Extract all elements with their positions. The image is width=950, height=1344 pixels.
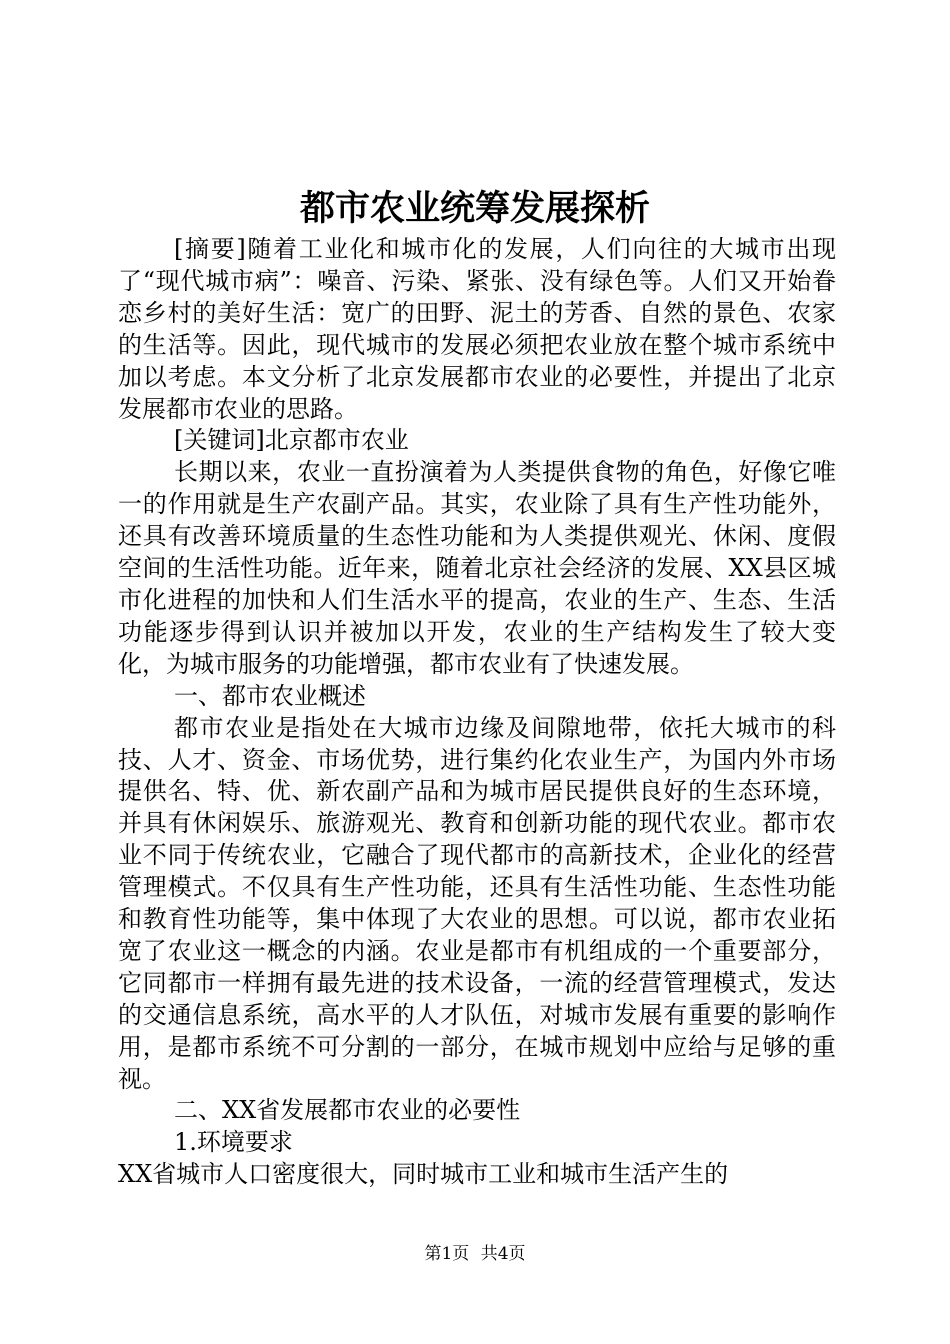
subsection-1-paragraph: XX省城市人口密度很大，同时城市工业和城市生活产生的 <box>118 1160 729 1189</box>
total-pages: 共4页 <box>480 1244 526 1264</box>
intro-paragraph: 长期以来，农业一直扮演着为人类提供食物的角色，好像它唯一的作用就是生产农副产品。其实，农业除了具有生产性功能外，还具有改善环境质量的生态性功能和为人类提供观光、休闲、度假空间的生活性功能。近年来，随着北京社会经济的发展、XX县区城市化进程的加快和人们生活水平的提高，农业的生产、生态、生活功能逐步得到认识并被加以开发，农业的生产结构发生了较大变化，为城市服务的功能增强，都市农业有了快速发展。 <box>118 458 836 678</box>
page-number: 第1页 <box>424 1244 470 1264</box>
document-title: 都市农业统筹发展探析 <box>299 188 650 229</box>
section-1-paragraph: 都市农业是指处在大城市边缘及间隙地带，依托大城市的科技、人才、资金、市场优势，进行集约化农业生产，为国内外市场提供名、特、优、新农副产品和为城市居民提供良好的生态环境，并具有休闲娱乐、旅游观光、教育和创新功能的现代农业。都市农业不同于传统农业，它融合了现代都市的高新技术，企业化的经营管理模式。不仅具有生产性功能，还具有生活性功能、生态性功能和教育性功能等，集中体现了大农业的思想。可以说，都市农业拓宽了农业这一概念的内涵。农业是都市有机组成的一个重要部分，它同都市一样拥有最先进的技术设备，一流的经营管理模式，发达的交通信息系统，高水平的人才队伍，对城市发展有重要的影响作用，是都市系统不可分割的一部分，在城市规划中应给与足够的重视。 <box>118 713 836 1093</box>
section-heading-1: 一、都市农业概述 <box>174 681 366 710</box>
page-footer <box>0 1241 950 1267</box>
keywords-paragraph: [关键词]北京都市农业 <box>174 426 409 455</box>
document-body <box>118 234 836 1191</box>
subsection-heading-1: 1.环境要求 <box>174 1128 293 1157</box>
abstract-paragraph: [摘要]随着工业化和城市化的发展，人们向往的大城市出现了“现代城市病”：噪音、污染、紧张、没有绿色等。人们又开始眷恋乡村的美好生活：宽广的田野、泥土的芳香、自然的景色、农家的生活等。因此，现代城市的发展必须把农业放在整个城市系统中加以考虑。本文分析了北京发展都市农业的必要性，并提出了北京发展都市农业的思路。 <box>118 235 836 423</box>
section-heading-2: 二、XX省发展都市农业的必要性 <box>174 1096 521 1125</box>
